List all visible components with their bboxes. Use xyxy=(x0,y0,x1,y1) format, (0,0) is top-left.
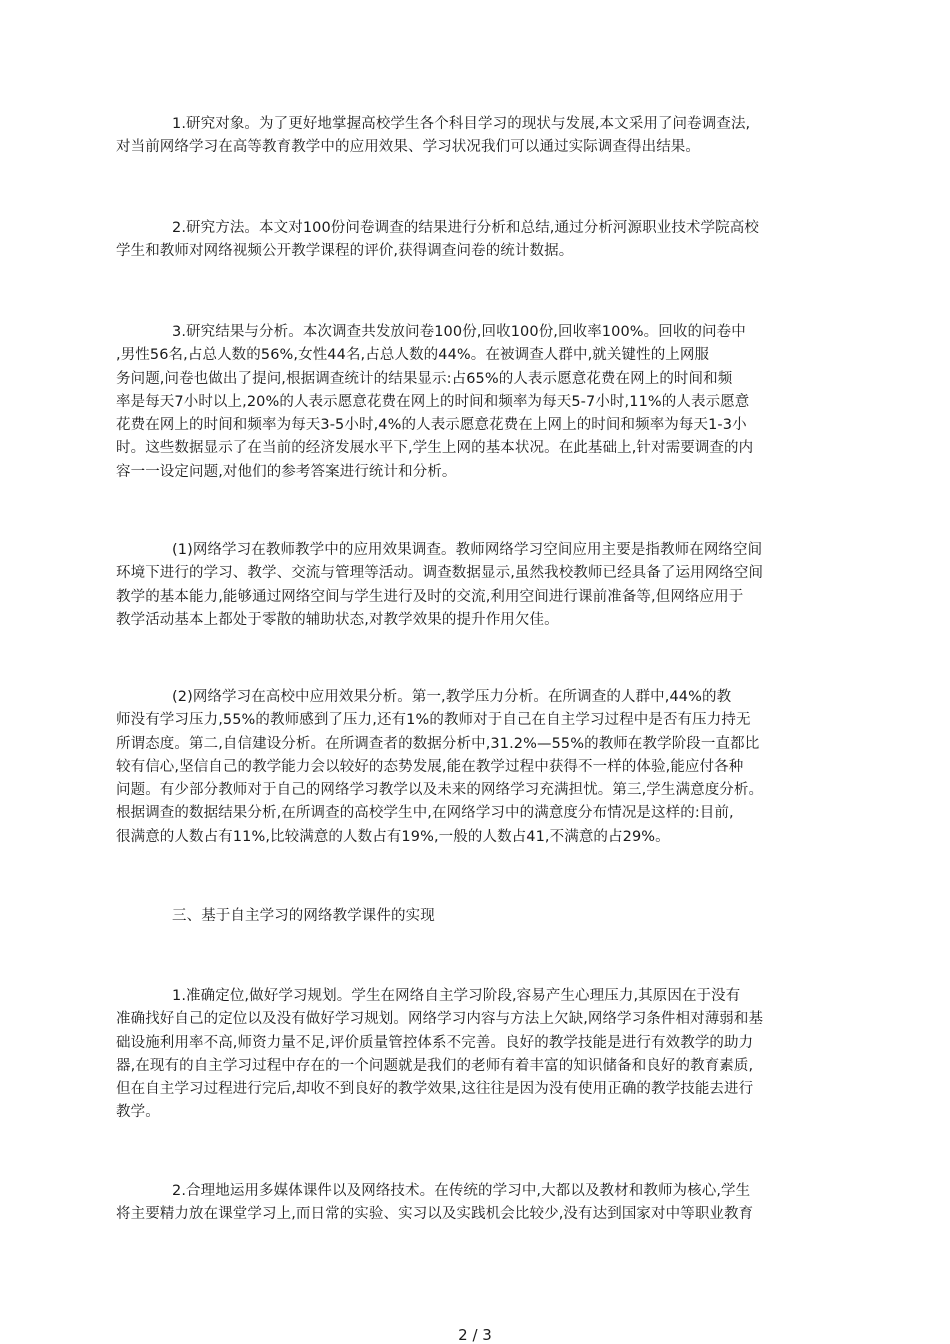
text-line: 1.准确定位,做好学习规划。学生在网络自主学习阶段,容易产生心理压力,其原因在于没有 xyxy=(172,988,741,1004)
paragraph-research-object xyxy=(116,113,836,160)
text-line: 师没有学习压力,55%的教师感到了压力,还有1%的教师对于自己在自主学习过程中是否有压力持无 xyxy=(116,712,751,729)
text-line: 问题。有少部分教师对于自己的网络学习教学以及未来的网络学习充满担忧。第三,学生满意度分析。 xyxy=(116,782,764,799)
text-line: 环境下进行的学习、教学、交流与管理等活动。调查数据显示,虽然我校教师已经具备了运用网络空间 xyxy=(116,565,764,582)
text-line: 很满意的人数占有11%,比较满意的人数占有19%,一般的人数占41,不满意的占29%。 xyxy=(116,828,670,845)
text-line: 3.研究结果与分析。本次调查共发放问卷100份,回收100份,回收率100%。回收的问卷中 xyxy=(172,324,746,340)
text-line: 对当前网络学习在高等教育教学中的应用效果、学习状况我们可以通过实际调查得出结果。 xyxy=(116,139,700,156)
text-line: 率是每天7小时以上,20%的人表示愿意花费在网上的时间和频率为每天5-7小时,11%的人表示愿意 xyxy=(116,393,750,410)
text-line: ,男性56名,占总人数的56%,女性44名,占总人数的44%。在被调查人群中,就关键性的上网服 xyxy=(116,347,710,364)
text-line: 学生和教师对网络视频公开教学课程的评价,获得调查问卷的统计数据。 xyxy=(116,243,574,260)
text-line: 教学。 xyxy=(116,1104,160,1121)
text-line: 准确找好自己的定位以及没有做好学习规划。网络学习内容与方法上欠缺,网络学习条件相对薄弱和基 xyxy=(116,1011,764,1028)
paragraph-research-results xyxy=(116,321,836,484)
text-line: 2.合理地运用多媒体课件以及网络技术。在传统的学习中,大都以及教材和教师为核心,学生 xyxy=(172,1183,751,1199)
text-line: 所谓态度。第二,自信建设分析。在所调查者的数据分析中,31.2%—55%的教师在教学阶段一直都比 xyxy=(116,735,760,752)
text-line: (1)网络学习在教师教学中的应用效果调查。教师网络学习空间应用主要是指教师在网络空间 xyxy=(172,542,763,558)
paragraph-teacher-application xyxy=(116,539,836,632)
text-line: 2.研究方法。本文对100份问卷调查的结果进行分析和总结,通过分析河源职业技术学院高校 xyxy=(172,220,759,236)
text-line: 1.研究对象。为了更好地掌握高校学生各个科目学习的现状与发展,本文采用了问卷调查法, xyxy=(172,116,751,132)
text-line: 务问题,问卷也做出了提问,根据调查统计的结果显示:占65%的人表示愿意花费在网上的时间和频 xyxy=(116,370,733,387)
section-heading xyxy=(116,905,836,928)
text-line: 但在自主学习过程进行完后,却收不到良好的教学效果,这往往是因为没有使用正确的教学技能去进行 xyxy=(116,1081,754,1098)
text-line: 将主要精力放在课堂学习上,而日常的实验、实习以及实践机会比较少,没有达到国家对中等职业教育 xyxy=(116,1206,754,1223)
text-line: 器,在现有的自主学习过程中存在的一个问题就是我们的老师有着丰富的知识储备和良好的教育素质, xyxy=(116,1057,754,1074)
paragraph-research-method xyxy=(116,217,836,264)
paragraph-multimedia xyxy=(116,1180,836,1227)
text-line: 础设施利用率不高,师资力量不足,评价质量管控体系不完善。良好的教学技能是进行有效教学的助力 xyxy=(116,1034,754,1051)
paragraph-accurate-positioning xyxy=(116,985,836,1125)
text-line: 容一一设定问题,对他们的参考答案进行统计和分析。 xyxy=(116,463,457,480)
page-number: 2 / 3 xyxy=(458,1326,492,1344)
text-line: 根据调查的数据结果分析,在所调查的高校学生中,在网络学习中的满意度分布情况是这样的:目前, xyxy=(116,805,734,822)
section-heading-text: 三、基于自主学习的网络教学课件的实现 xyxy=(172,908,435,924)
text-line: 教学的基本能力,能够通过网络空间与学生进行及时的交流,利用空间进行课前准备等,但网络应用于 xyxy=(116,588,744,605)
text-line: 较有信心,坚信自己的教学能力会以较好的态势发展,能在教学过程中获得不一样的体验,能应付各种 xyxy=(116,758,744,775)
text-line: 花费在网上的时间和频率为每天3-5小时,4%的人表示愿意花费在上网上的时间和频率为每天1-3小 xyxy=(116,417,747,434)
text-line: 教学活动基本上都处于零散的辅助状态,对教学效果的提升作用欠佳。 xyxy=(116,611,559,628)
paragraph-college-application xyxy=(116,686,836,849)
text-line: (2)网络学习在高校中应用效果分析。第一,教学压力分析。在所调查的人群中,44%的教 xyxy=(172,689,732,705)
text-line: 时。这些数据显示了在当前的经济发展水平下,学生上网的基本状况。在此基础上,针对需要调查的内 xyxy=(116,440,754,457)
